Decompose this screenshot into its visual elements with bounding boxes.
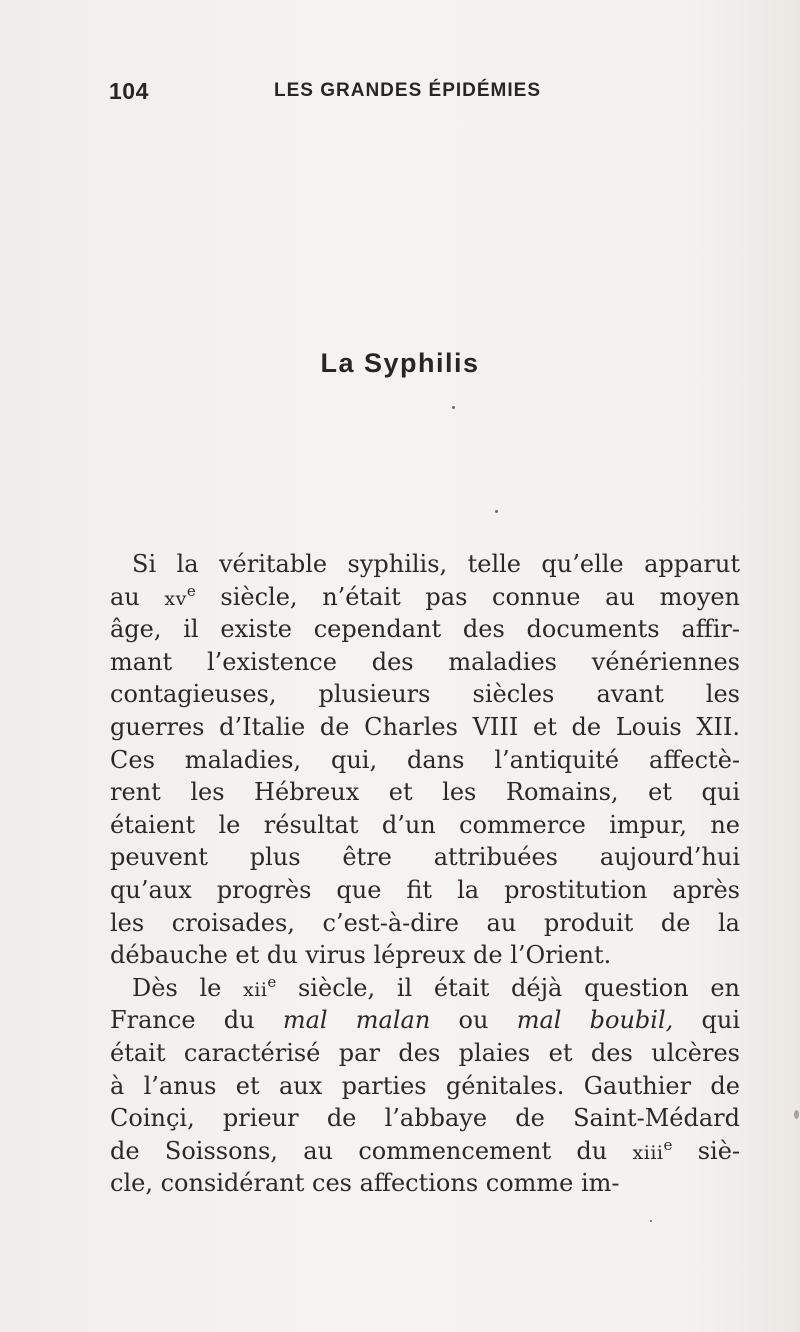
scan-speck: [452, 406, 455, 409]
text-span: siècle, n’était pas connue au moyen: [195, 582, 740, 611]
text-line: [110, 1070, 740, 1103]
text-span: Coinçi, prieur de l’abbaye de Saint-Médard: [110, 1104, 740, 1133]
superscript: e: [186, 581, 196, 600]
superscript: e: [663, 1135, 673, 1154]
century-numeral: xiii: [632, 1141, 664, 1164]
text-span: à l’anus et aux parties génitales. Gauthier de: [110, 1071, 740, 1100]
text-line: [110, 874, 740, 907]
text-span: cle, considérant ces affections comme im-: [110, 1169, 620, 1198]
italic-term: mal boubil,: [516, 1006, 674, 1035]
text-span: mant l’existence des maladies vénériennes: [110, 647, 740, 676]
italic-term: mal malan: [282, 1006, 431, 1035]
text-span: Ces maladies, qui, dans l’antiquité affectè-: [110, 745, 740, 774]
text-line: [110, 548, 740, 581]
text-span: était caractérisé par des plaies et des ulcères: [110, 1038, 740, 1067]
text-span: rent les Hébreux et les Romains, et qui: [110, 778, 740, 807]
scan-speck: [794, 1110, 799, 1119]
text-line: [110, 744, 740, 777]
text-span: qui: [673, 1006, 741, 1035]
text-line: [110, 1102, 740, 1135]
text-span: peuvent plus être attribuées aujourd’hui: [110, 843, 740, 872]
text-span: Dès le: [132, 973, 244, 1002]
text-line: [110, 711, 740, 744]
text-line: [110, 1004, 740, 1037]
text-span: qu’aux progrès que fit la prostitution après: [110, 875, 740, 904]
text-line: [110, 907, 740, 940]
chapter-title: La Syphilis: [320, 348, 480, 378]
century-numeral: xv: [164, 587, 187, 610]
text-span: ou: [430, 1006, 517, 1035]
text-line: [110, 1167, 740, 1200]
century-numeral: xii: [243, 978, 268, 1001]
text-span: de Soissons, au commencement du: [110, 1136, 633, 1165]
text-line: [110, 809, 740, 842]
running-title: LES GRANDES ÉPIDÉMIES: [274, 80, 541, 101]
scan-speck: [650, 1220, 652, 1222]
text-line: [110, 939, 740, 972]
body-text: [110, 548, 740, 1200]
page-number: 104: [109, 78, 149, 104]
text-line: [110, 613, 740, 646]
text-line: [110, 776, 740, 809]
text-span: âge, il existe cependant des documents affir-: [110, 615, 740, 644]
text-span: France du: [110, 1006, 283, 1035]
text-line: [110, 1037, 740, 1070]
text-span: au: [110, 582, 165, 611]
text-line: [110, 678, 740, 711]
text-line: [110, 646, 740, 679]
text-span: siècle, il était déjà question en: [276, 973, 740, 1002]
text-span: les croisades, c’est-à-dire au produit de la: [110, 908, 740, 937]
text-span: étaient le résultat d’un commerce impur, ne: [110, 810, 740, 839]
superscript: e: [267, 972, 277, 991]
running-head: [109, 78, 691, 112]
text-line: [110, 1135, 740, 1168]
text-line: [110, 841, 740, 874]
text-span: contagieuses, plusieurs siècles avant les: [110, 680, 740, 709]
text-span: siè-: [672, 1136, 741, 1165]
text-line: [110, 581, 740, 614]
text-span: débauche et du virus lépreux de l’Orient.: [110, 941, 612, 970]
text-line: [110, 972, 740, 1005]
text-span: Si la véritable syphilis, telle qu’elle apparut: [132, 550, 740, 578]
scan-speck: [495, 510, 498, 513]
text-span: guerres d’Italie de Charles VIII et de Louis XII.: [110, 712, 740, 741]
